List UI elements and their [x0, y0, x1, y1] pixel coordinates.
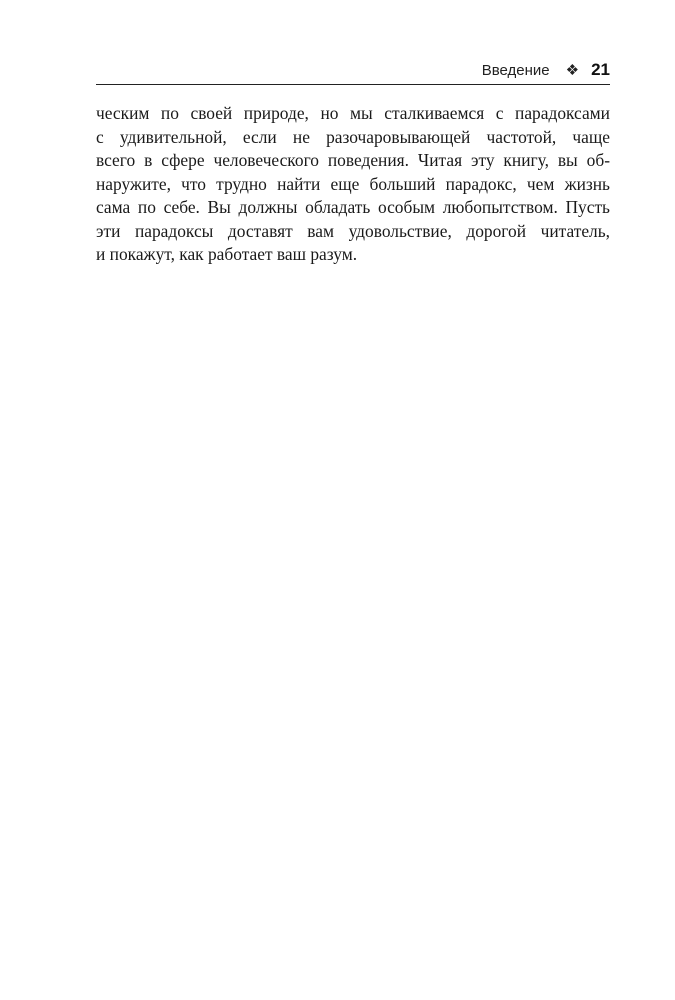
page-number: 21 [591, 60, 610, 79]
header-rule [96, 84, 610, 85]
body-paragraph [96, 102, 610, 267]
text-line: эти парадоксы доставят вам удовольствие, дорогой читатель, [96, 220, 610, 241]
text-line: наружите, что трудно найти еще больший парадокс, чем жизнь [96, 173, 610, 194]
header-section-title: Введение [481, 61, 550, 79]
text-line: с удивительной, если не разочаровывающей частотой, чаще [96, 126, 610, 147]
ornament-icon: ❖ [565, 62, 580, 79]
text-line: сама по себе. Вы должны обладать особым любопытством. Пусть [96, 197, 610, 217]
running-header [96, 57, 610, 83]
text-line: ческим по своей природе, но мы сталкиваемся с парадоксами [96, 103, 610, 123]
text-line: и покажут, как работает ваш разум. [96, 244, 358, 264]
text-line: всего в сфере человеческого поведения. Читая эту книгу, вы об- [96, 150, 610, 170]
